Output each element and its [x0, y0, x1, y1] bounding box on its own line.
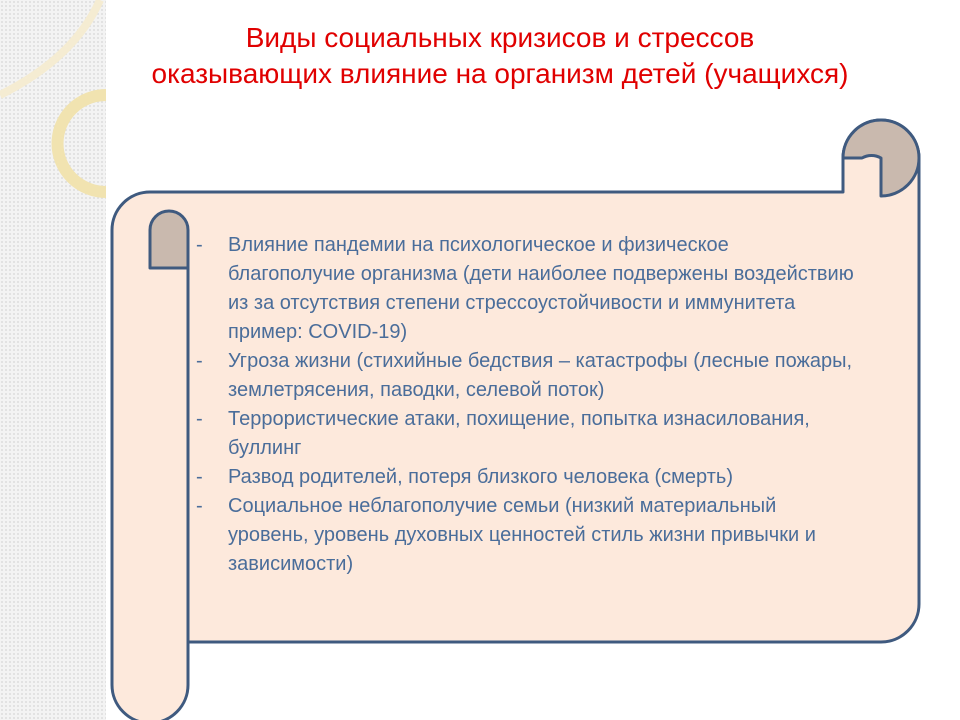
list-item-text: Развод родителей, потеря близкого человека (смерть) [228, 466, 733, 488]
list-item [196, 405, 856, 463]
bullet-dash: - [196, 234, 203, 256]
title-line-1: Виды социальных кризисов и стрессов [245, 22, 755, 53]
list-item [196, 463, 856, 492]
list-item-text: Социальное неблагополучие семьи (низкий материальный уровень, уровень духовных ценностей стиль жизни привычки и зависимости) [228, 495, 816, 575]
title-line-2: оказывающих влияние на организм детей (учащихся) [151, 58, 849, 89]
list-item-text: Угроза жизни (стихийные бедствия – катастрофы (лесные пожары, землетрясения, паводки, селевой поток) [228, 350, 853, 401]
bullet-dash: - [196, 408, 203, 430]
bullet-dash: - [196, 350, 203, 372]
list-item [196, 347, 856, 405]
list-item [196, 231, 856, 347]
scroll-left-curl [150, 211, 188, 268]
bullet-dash: - [196, 495, 203, 517]
list-item-text: Террористические атаки, похищение, попытка изнасилования, буллинг [228, 408, 810, 459]
list-item-text: Влияние пандемии на психологическое и физическое благополучие организма (дети наиболее подвержены воздействию из за отсутствия степени стрессоустойчивости и иммунитета пример: COVID-19) [228, 234, 854, 343]
crisis-list [196, 231, 856, 579]
list-item [196, 492, 856, 579]
bullet-dash: - [196, 466, 203, 488]
